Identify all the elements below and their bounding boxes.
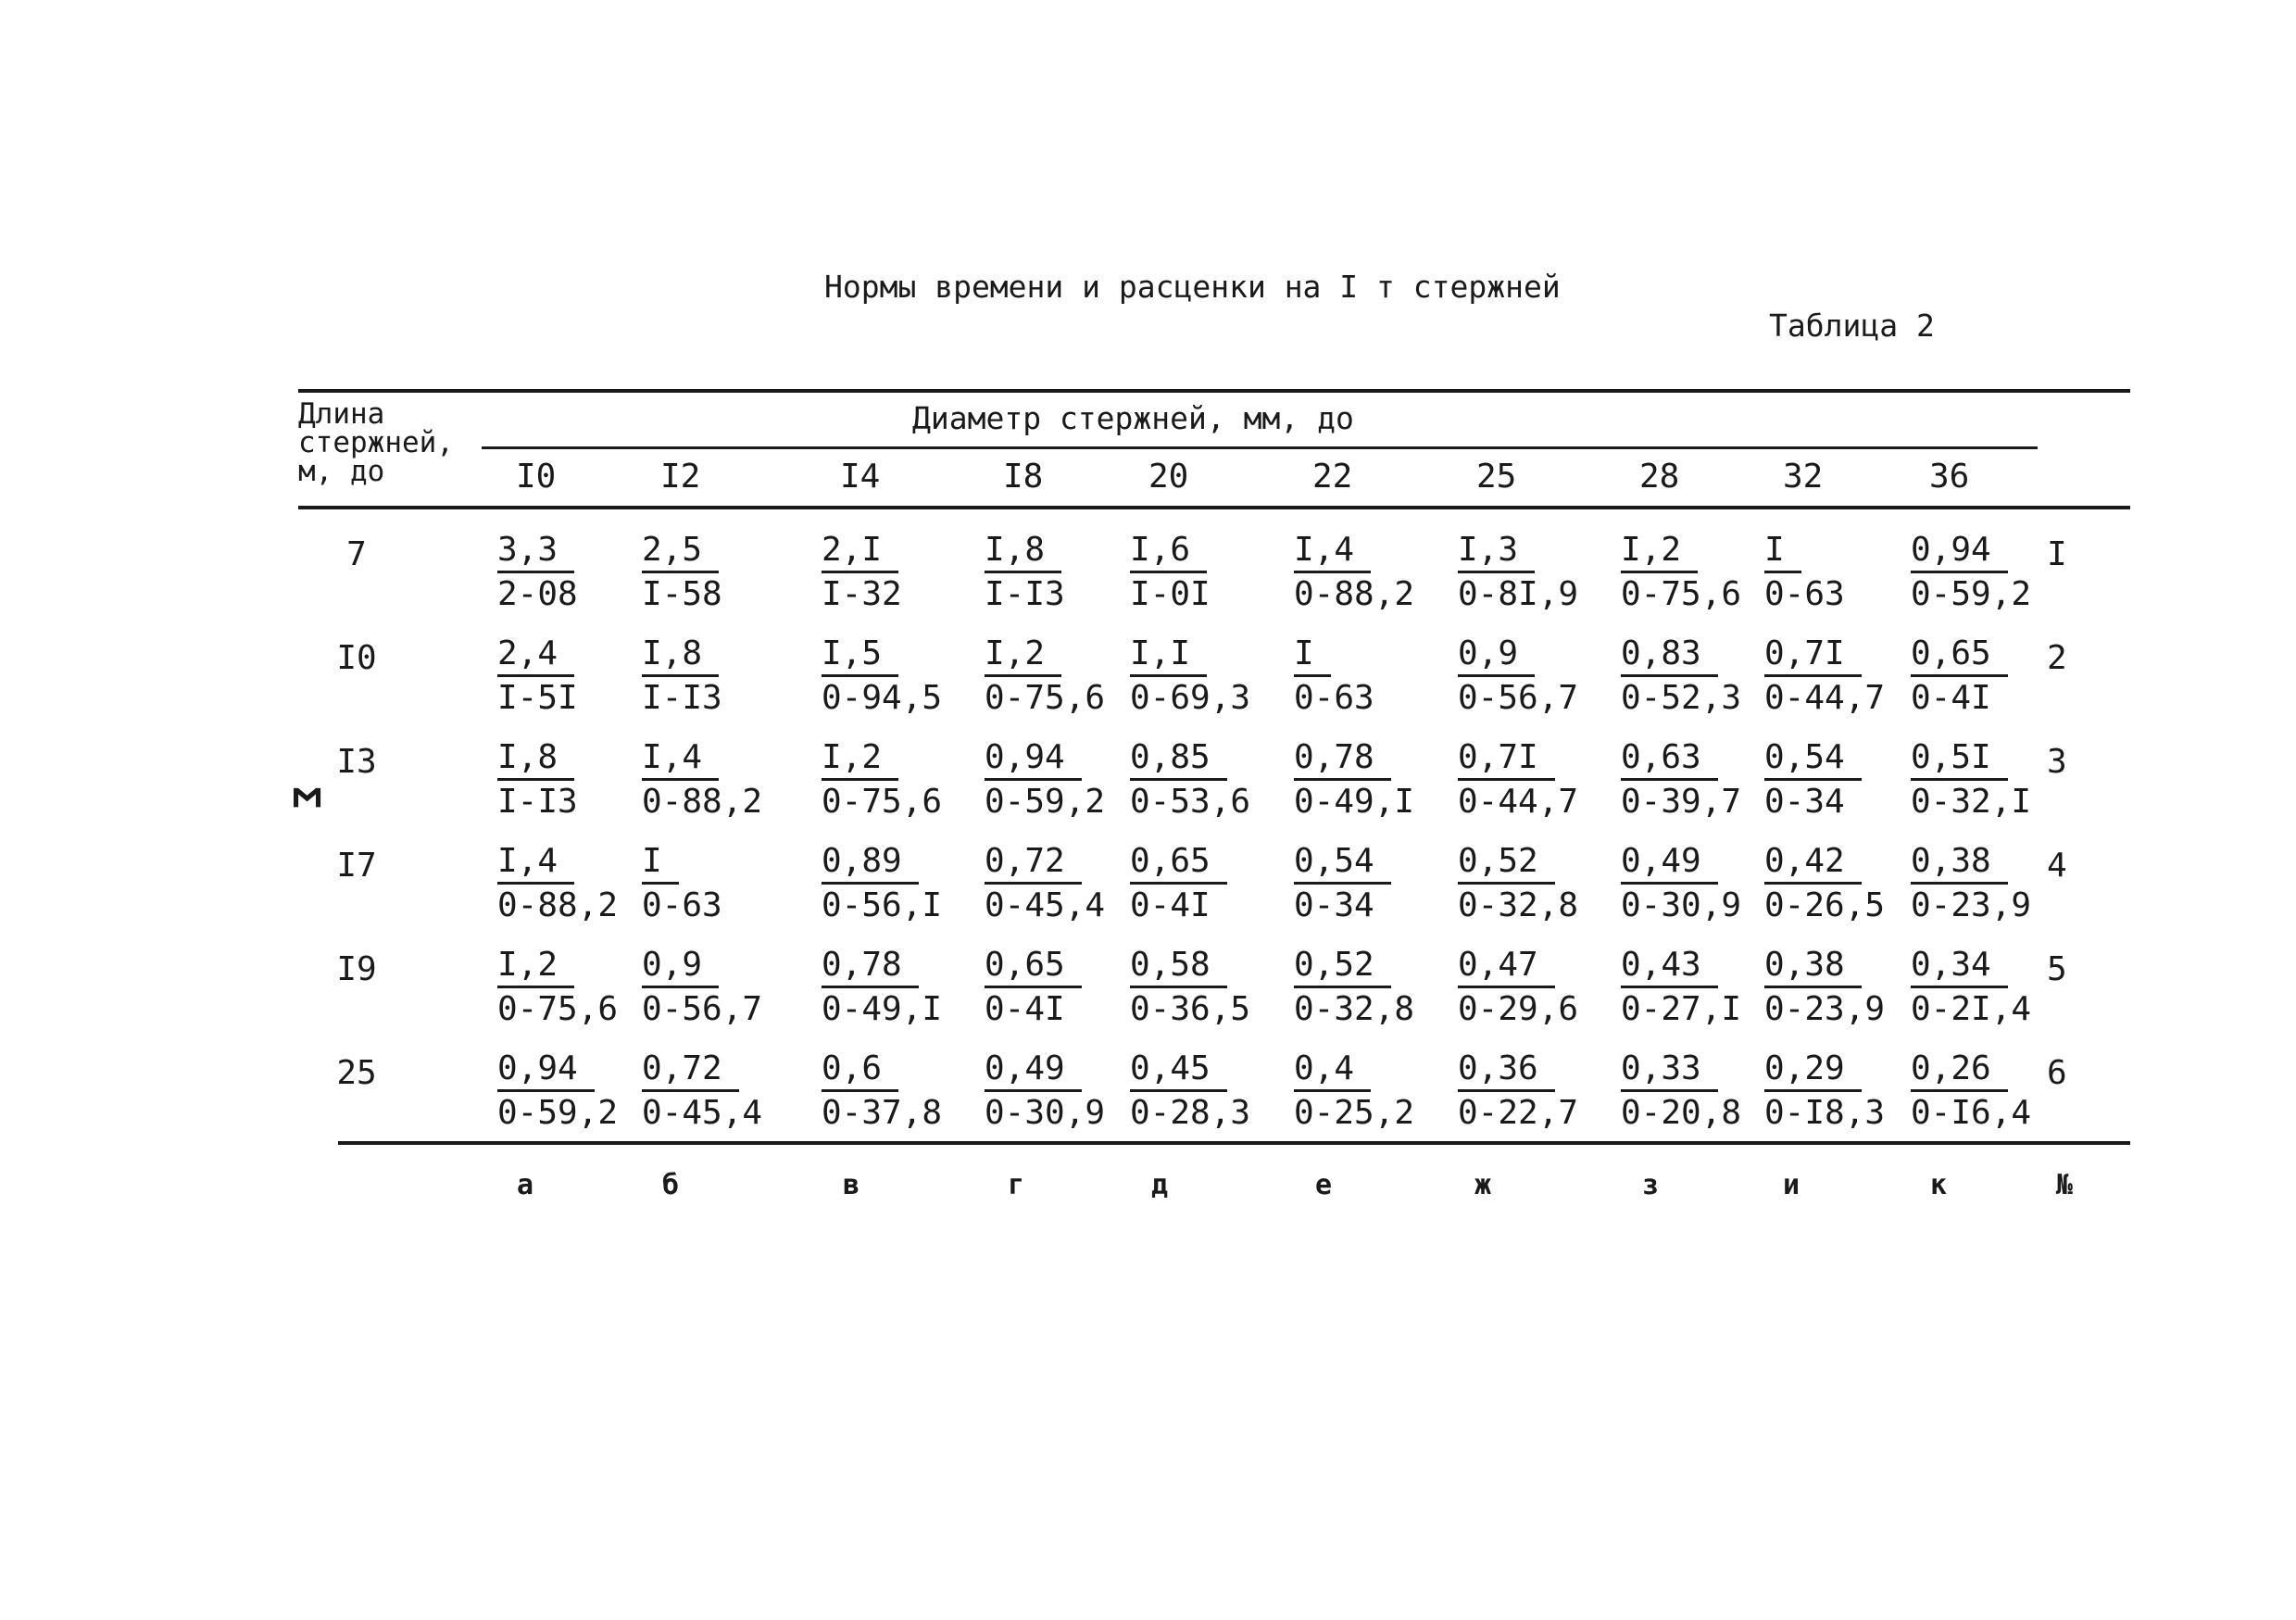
table-cell [1130, 943, 1250, 1031]
rate: 0-69,3 [1130, 679, 1251, 717]
time-norm: 0,4 [1294, 1049, 1371, 1092]
margin-mark: Σ [284, 785, 328, 810]
time-norm: I [642, 841, 679, 885]
time-norm: I,I [1130, 634, 1207, 677]
table-cell [1294, 1047, 1414, 1135]
rate: 0-4I [1130, 886, 1211, 924]
rate: 0-44,7 [1764, 679, 1886, 717]
table-cell [1458, 528, 1578, 616]
table-cell [1911, 528, 2031, 616]
time-norm: 0,63 [1621, 737, 1718, 781]
rate: 0-34 [1294, 886, 1374, 924]
time-norm: 0,47 [1458, 945, 1555, 988]
rate: 0-28,3 [1130, 1094, 1251, 1132]
time-norm: 0,9 [642, 945, 719, 988]
table-cell [1621, 839, 1741, 927]
rate: 0-22,7 [1458, 1094, 1579, 1132]
rate: 0-23,9 [1764, 990, 1886, 1028]
time-norm: 0,94 [497, 1049, 595, 1092]
row-length: I3 [336, 743, 377, 781]
time-norm: 0,36 [1458, 1049, 1555, 1092]
diameter-header: Диаметр стержней, мм, до [912, 400, 1354, 436]
table-cell [822, 839, 942, 927]
table-cell [1621, 528, 1741, 616]
table-cell [985, 632, 1105, 720]
column-header: I0 [516, 458, 557, 496]
table-cell [1130, 735, 1250, 823]
column-letter: к [1930, 1169, 1948, 1201]
time-norm: 2,5 [642, 530, 719, 573]
row-number: 4 [2047, 847, 2067, 885]
row-number: 6 [2047, 1054, 2067, 1092]
rate: 0-75,6 [985, 679, 1106, 717]
time-norm: 0,78 [1294, 737, 1391, 781]
column-header: I2 [660, 458, 701, 496]
time-norm: 0,58 [1130, 945, 1227, 988]
time-norm: 0,52 [1458, 841, 1555, 885]
column-letter: д [1151, 1169, 1169, 1201]
time-norm: 0,38 [1911, 841, 2008, 885]
time-norm: 0,94 [985, 737, 1082, 781]
time-norm: 0,29 [1764, 1049, 1862, 1092]
row-label-line3: м, до [298, 455, 385, 488]
rate: 0-I8,3 [1764, 1094, 1886, 1132]
rate: 0-26,5 [1764, 886, 1886, 924]
table-cell [822, 943, 942, 1031]
time-norm: 0,89 [822, 841, 919, 885]
rate: 0-53,6 [1130, 783, 1251, 821]
table-cell [1764, 1047, 1885, 1135]
rate: 0-63 [642, 886, 722, 924]
column-header: I8 [1003, 458, 1044, 496]
table-cell [1294, 528, 1414, 616]
table-cell [1458, 735, 1578, 823]
time-norm: I,4 [497, 841, 574, 885]
rate: I-I3 [497, 783, 578, 821]
rate: 0-88,2 [497, 886, 619, 924]
table-cell [1294, 839, 1391, 927]
table-cell [1294, 632, 1374, 720]
time-norm: 2,I [822, 530, 898, 573]
table-cell [822, 735, 942, 823]
diameter-rule [482, 446, 2038, 449]
table-cell [1130, 839, 1227, 927]
row-number: I [2047, 535, 2067, 573]
table-cell [1621, 632, 1741, 720]
rate: 0-45,4 [985, 886, 1106, 924]
rate: 0-25,2 [1294, 1094, 1415, 1132]
time-norm: I,6 [1130, 530, 1207, 573]
time-norm: I,8 [985, 530, 1061, 573]
time-norm: 0,83 [1621, 634, 1718, 677]
rate: 0-34 [1764, 783, 1845, 821]
table-cell [497, 943, 618, 1031]
time-norm: 2,4 [497, 634, 574, 677]
time-norm: I,2 [822, 737, 898, 781]
time-norm: 3,3 [497, 530, 574, 573]
table-cell [1294, 943, 1414, 1031]
rate: 0-29,6 [1458, 990, 1579, 1028]
column-letter: и [1783, 1169, 1800, 1201]
column-letter: в [843, 1169, 860, 1201]
time-norm: I [1764, 530, 1801, 573]
time-norm: 0,43 [1621, 945, 1718, 988]
table-cell [642, 839, 722, 927]
column-letter: г [1008, 1169, 1025, 1201]
table-cell [1130, 632, 1250, 720]
table-cell [1458, 1047, 1578, 1135]
rate: 0-32,I [1911, 783, 2032, 821]
table-cell [1911, 943, 2031, 1031]
rate: 0-49,I [822, 990, 943, 1028]
time-norm: 0,34 [1911, 945, 2008, 988]
column-header: 36 [1929, 458, 1970, 496]
rate: 0-39,7 [1621, 783, 1742, 821]
rate: 0-88,2 [642, 783, 763, 821]
column-letter: з [1642, 1169, 1660, 1201]
time-norm: I,2 [497, 945, 574, 988]
table-cell [642, 735, 762, 823]
table-cell [985, 943, 1082, 1031]
rate: 2-08 [497, 575, 578, 613]
rate: I-I3 [985, 575, 1065, 613]
rate: 0-27,I [1621, 990, 1742, 1028]
table-cell [497, 528, 578, 616]
table-cell [642, 632, 722, 720]
time-norm: 0,94 [1911, 530, 2008, 573]
row-label-line1: Длина [298, 397, 385, 431]
row-number: 5 [2047, 950, 2067, 988]
time-norm: 0,65 [985, 945, 1082, 988]
column-header: 22 [1312, 458, 1353, 496]
table-bottom-rule [338, 1141, 2130, 1145]
row-length: 25 [336, 1054, 377, 1092]
rate: 0-2I,4 [1911, 990, 2032, 1028]
rate: 0-56,I [822, 886, 943, 924]
table-cell [1458, 943, 1578, 1031]
time-norm: 0,7I [1458, 737, 1555, 781]
rate: 0-37,8 [822, 1094, 943, 1132]
table-cell [497, 1047, 618, 1135]
rate: 0-56,7 [1458, 679, 1579, 717]
row-length: I9 [336, 950, 377, 988]
table-cell [1911, 1047, 2031, 1135]
column-header: 20 [1148, 458, 1189, 496]
table-cell [497, 839, 618, 927]
table-cell [497, 735, 578, 823]
table-cell [642, 943, 762, 1031]
table-cell [1130, 1047, 1250, 1135]
time-norm: 0,49 [1621, 841, 1718, 885]
time-norm: I,4 [642, 737, 719, 781]
rate: 0-94,5 [822, 679, 943, 717]
table-cell [1911, 632, 2008, 720]
time-norm: 0,7I [1764, 634, 1862, 677]
row-length: I7 [336, 847, 377, 885]
column-letter: № [2056, 1169, 2074, 1201]
header-bottom-rule [298, 506, 2130, 509]
rate: I-32 [822, 575, 902, 613]
rate: 0-30,9 [1621, 886, 1742, 924]
rate: 0-8I,9 [1458, 575, 1579, 613]
time-norm: 0,42 [1764, 841, 1862, 885]
table-cell [1458, 632, 1578, 720]
time-norm: 0,45 [1130, 1049, 1227, 1092]
rate: 0-32,8 [1294, 990, 1415, 1028]
table-cell [1911, 735, 2031, 823]
rate: 0-I6,4 [1911, 1094, 2032, 1132]
rate: 0-59,2 [497, 1094, 619, 1132]
rate: 0-56,7 [642, 990, 763, 1028]
time-norm: 0,72 [985, 841, 1082, 885]
row-length: I0 [336, 639, 377, 677]
time-norm: 0,9 [1458, 634, 1535, 677]
table-cell [1621, 1047, 1741, 1135]
time-norm: 0,65 [1911, 634, 2008, 677]
rate: 0-75,6 [1621, 575, 1742, 613]
rate: 0-63 [1764, 575, 1845, 613]
time-norm: I,5 [822, 634, 898, 677]
time-norm: 0,78 [822, 945, 919, 988]
time-norm: 0,26 [1911, 1049, 2008, 1092]
rate: 0-59,2 [1911, 575, 2032, 613]
rate: 0-20,8 [1621, 1094, 1742, 1132]
table-cell [1621, 943, 1741, 1031]
row-label-line2: стержней, [298, 426, 454, 459]
rate: 0-52,3 [1621, 679, 1742, 717]
rate: 0-49,I [1294, 783, 1415, 821]
time-norm: 0,38 [1764, 945, 1862, 988]
time-norm: 0,54 [1294, 841, 1391, 885]
row-number: 2 [2047, 639, 2067, 677]
time-norm: I,4 [1294, 530, 1371, 573]
column-letter: ж [1474, 1169, 1492, 1201]
table-cell [1764, 839, 1885, 927]
rate: I-58 [642, 575, 722, 613]
rate: 0-4I [1911, 679, 1991, 717]
table-cell [985, 528, 1065, 616]
rate: 0-30,9 [985, 1094, 1106, 1132]
table-cell [1621, 735, 1741, 823]
time-norm: 0,33 [1621, 1049, 1718, 1092]
table-cell [1458, 839, 1578, 927]
rate: I-5I [497, 679, 578, 717]
column-letter: а [517, 1169, 534, 1201]
time-norm: 0,54 [1764, 737, 1862, 781]
time-norm: 0,85 [1130, 737, 1227, 781]
table-title: Нормы времени и расценки на I т стержней [824, 269, 1561, 305]
time-norm: I [1294, 634, 1331, 677]
column-header: 32 [1783, 458, 1824, 496]
time-norm: I,2 [1621, 530, 1698, 573]
time-norm: I,8 [642, 634, 719, 677]
table-cell [822, 528, 902, 616]
table-cell [1764, 632, 1885, 720]
time-norm: I,2 [985, 634, 1061, 677]
time-norm: 0,72 [642, 1049, 739, 1092]
table-cell [497, 632, 578, 720]
rate: 0-44,7 [1458, 783, 1579, 821]
rate: 0-75,6 [822, 783, 943, 821]
rate: I-0I [1130, 575, 1211, 613]
column-header: 25 [1476, 458, 1517, 496]
column-header: 28 [1639, 458, 1680, 496]
table-cell [985, 1047, 1105, 1135]
table-number: Таблица 2 [1769, 308, 1935, 344]
table-cell [1764, 943, 1885, 1031]
column-letter: б [662, 1169, 680, 1201]
rate: 0-88,2 [1294, 575, 1415, 613]
table-cell [642, 528, 722, 616]
table-cell [985, 735, 1105, 823]
rate: 0-75,6 [497, 990, 619, 1028]
table-cell [642, 1047, 762, 1135]
rate: 0-63 [1294, 679, 1374, 717]
time-norm: 0,5I [1911, 737, 2008, 781]
column-letter: е [1315, 1169, 1333, 1201]
time-norm: 0,6 [822, 1049, 898, 1092]
table-cell [985, 839, 1105, 927]
rate: 0-4I [985, 990, 1065, 1028]
row-label-header [298, 397, 454, 488]
table-cell [822, 632, 942, 720]
row-number: 3 [2047, 743, 2067, 781]
time-norm: 0,52 [1294, 945, 1391, 988]
table-cell [1294, 735, 1414, 823]
time-norm: I,3 [1458, 530, 1535, 573]
rate: 0-59,2 [985, 783, 1106, 821]
rate: 0-23,9 [1911, 886, 2032, 924]
table-cell [1911, 839, 2031, 927]
top-rule [298, 389, 2130, 393]
table-cell [1130, 528, 1211, 616]
table-cell [1764, 735, 1862, 823]
rate: 0-36,5 [1130, 990, 1251, 1028]
time-norm: 0,49 [985, 1049, 1082, 1092]
column-header: I4 [840, 458, 881, 496]
rate: 0-32,8 [1458, 886, 1579, 924]
table-cell [822, 1047, 942, 1135]
time-norm: 0,65 [1130, 841, 1227, 885]
rate: 0-45,4 [642, 1094, 763, 1132]
rate: I-I3 [642, 679, 722, 717]
table-cell [1764, 528, 1845, 616]
row-length: 7 [346, 535, 367, 573]
time-norm: I,8 [497, 737, 574, 781]
